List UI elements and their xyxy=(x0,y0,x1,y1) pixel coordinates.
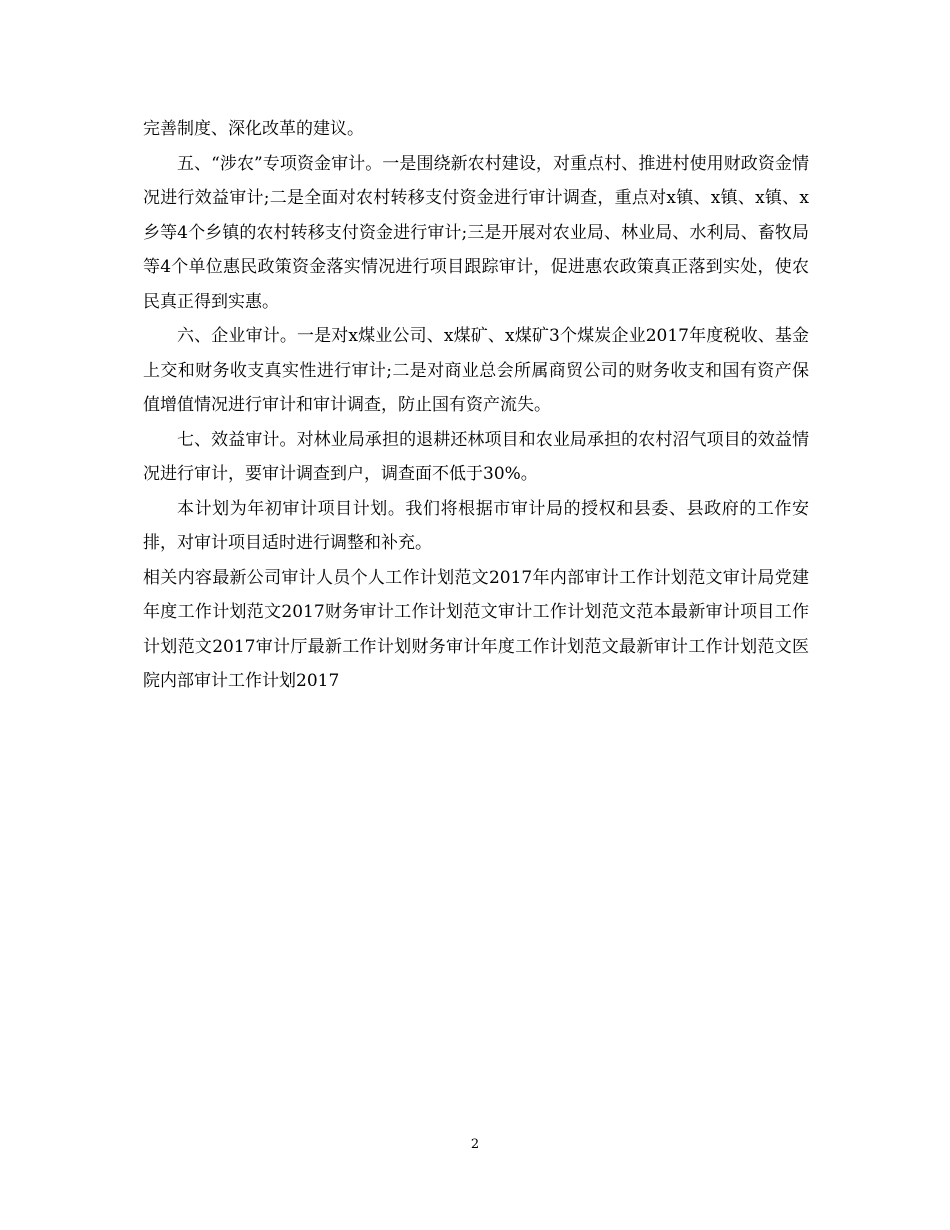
related-content: 相关内容最新公司审计人员个人工作计划范文2017年内部审计工作计划范文审计局党建年度工作计划范文2017财务审计工作计划范文审计工作计划范文范本最新审计项目工作计划范文2017审计厅最新工作计划财务审计年度工作计划范文最新审计工作计划范文医院内部审计工作计划2017 xyxy=(143,567,809,691)
paragraph-section-7: 七、效益审计。对林业局承担的退耕还林项目和农业局承担的农村沼气项目的效益情况进行审计，要审计调查到户，调查面不低于30%。 xyxy=(143,429,809,484)
document-body xyxy=(143,112,809,699)
paragraph-section-6: 六、企业审计。一是对x煤业公司、x煤矿、x煤矿3个煤炭企业2017年度税收、基金上交和财务收支真实性进行审计;二是对商业总会所属商贸公司的财务收支和国有资产保值增值情况进行审计和审计调查，防止国有资产流失。 xyxy=(143,326,809,415)
paragraph-closing: 本计划为年初审计项目计划。我们将根据市审计局的授权和县委、县政府的工作安排，对审计项目适时进行调整和补充。 xyxy=(143,498,809,553)
paragraph-continuation: 完善制度、深化改革的建议。 xyxy=(143,119,364,139)
paragraph-section-5: 五、“涉农”专项资金审计。一是围绕新农村建设，对重点村、推进村使用财政资金情况进行效益审计;二是全面对农村转移支付资金进行审计调查，重点对x镇、x镇、x镇、x乡等4个乡镇的农村转移支付资金进行审计;三是开展对农业局、林业局、水利局、畜牧局等4个单位惠民政策资金落实情况进行项目跟踪审计，促进惠农政策真正落到实处，使农民真正得到实惠。 xyxy=(143,153,809,312)
page-number: 2 xyxy=(470,1137,480,1152)
